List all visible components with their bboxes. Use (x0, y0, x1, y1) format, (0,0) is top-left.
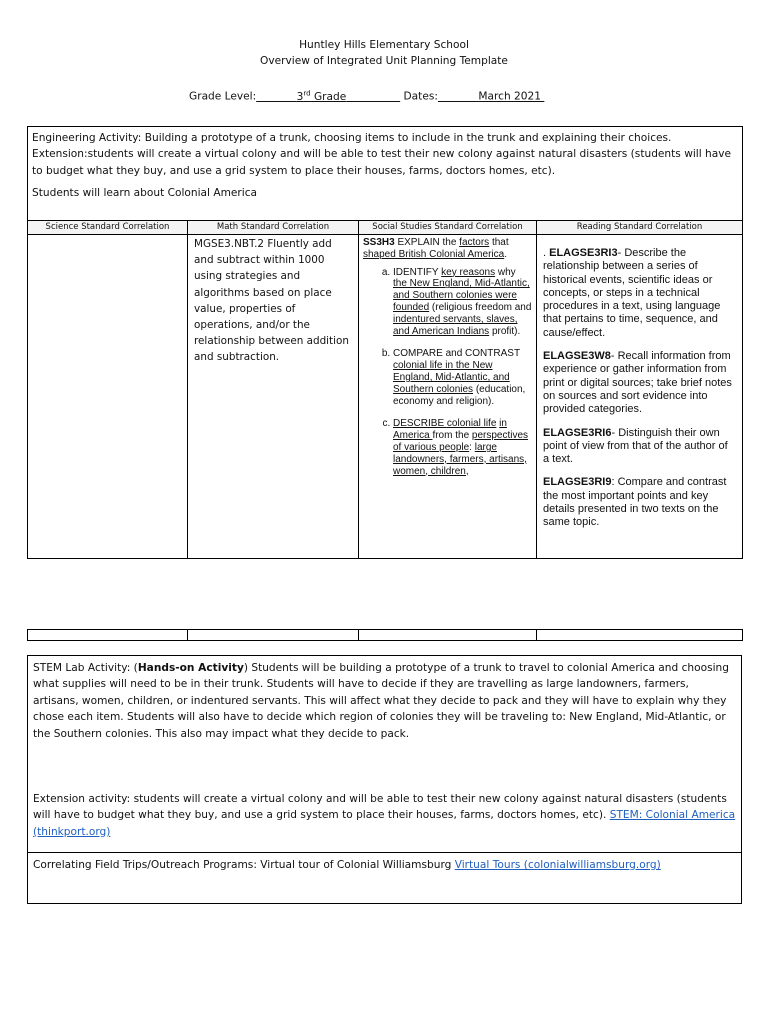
science-standard-cell (28, 235, 188, 559)
activity-table (27, 655, 742, 904)
empty-row-table (27, 629, 743, 641)
reading-standard-ri9: ELAGSE3RI9: Compare and contrast the most important points and key details presented in two texts on the same topic. (543, 476, 727, 529)
learning-topic: Students will learn about Colonial America (32, 187, 258, 200)
engineering-activity-cell (28, 127, 743, 221)
engineering-activity: Engineering Activity: Building a prototype of a trunk, choosing items to include in the trunk and explaining their choices. (32, 132, 672, 144)
social-studies-column-header: Social Studies Standard Correlation (359, 221, 537, 235)
template-title: Overview of Integrated Unit Planning Template (260, 55, 508, 67)
math-standard-cell (188, 235, 359, 559)
reading-standard-w8: ELAGSE3W8- Recall information from experience or gather information from print or digital sources; take brief notes on sources and sort evidence into provided categories. (543, 350, 732, 416)
science-column-header: Science Standard Correlation (28, 221, 188, 235)
social-studies-standard-cell (359, 235, 537, 559)
dates-value: March 2021 (478, 90, 541, 103)
ss-standard-intro: SS3H3 EXPLAIN the factors that shaped British Colonial America. (363, 237, 509, 260)
empty-cell (537, 630, 743, 641)
empty-cell (188, 630, 359, 641)
engineering-extension: Extension:students will create a virtual colony and will be able to test their new colony against natural disasters (students will have to budget what they buy, and use a grid system to place their houses, farms, doctors homes, etc). (32, 148, 732, 177)
stem-lab-activity: STEM Lab Activity: (Hands-on Activity) Students will be building a prototype of a trunk to travel to colonial America and choosing what supplies will need to be in their trunk. Students will have to decide if they are travelling as large landowners, farmers, artisans, women, children, or indentured servants. This will affect what they decide to pack and they will have to explain why they chose each item. Students will also have to decide which region of colonies they will be traveling to: New England, Mid-Atlantic, or the Southern colonies. This also may impact what they decide to pack. (33, 662, 729, 740)
dates-label: Dates: (403, 90, 438, 103)
ss-element-a: a. IDENTIFY key reasons why the New England, Mid-Atlantic, and Southern colonies were founded (religious freedom and indentured servants, slaves, and American Indians profit). (393, 267, 532, 338)
grade-value: 3rd Grade (296, 89, 347, 103)
reading-standard-ri6: ELAGSE3RI6- Distinguish their own point of view from that of the author of a text. (543, 426, 728, 466)
reading-column-header: Reading Standard Correlation (537, 221, 743, 235)
school-name: Huntley Hills Elementary School (299, 39, 469, 51)
math-column-header: Math Standard Correlation (188, 221, 359, 235)
grade-label: Grade Level: (189, 90, 257, 103)
ss-element-c: c. DESCRIBE colonial life in America from the perspectives of various people: large landowners, farmers, artisans, women, children, (393, 418, 532, 477)
grade-dates-line (189, 85, 544, 105)
stem-extension: Extension activity: students will create a virtual colony and will be able to test their new colony against natural disasters (students will have to budget what they buy, and use a grid system to place their houses, farms, doctors homes, etc). STEM: Colonial America (thinkport.org) (33, 793, 736, 838)
stem-lab-cell (28, 656, 742, 853)
thinkport-link[interactable]: STEM: Colonial America (thinkport.org) (33, 809, 736, 838)
empty-cell (28, 630, 188, 641)
reading-standard-ri3: . ELAGSE3RI3- Describe the relationship between a series of historical events, scientific ideas or concepts, or steps in a technical procedures in a text, using language that pertains to time, sequence, and cause/effect. (543, 247, 721, 339)
ss-element-b: b. COMPARE and CONTRAST colonial life in the New England, Mid-Atlantic, and Southern colonies (education, economy and religion). (393, 348, 532, 407)
ss-element-list (363, 267, 532, 478)
colonial-williamsburg-link[interactable]: Virtual Tours (colonialwilliamsburg.org) (454, 859, 661, 871)
reading-standard-cell (537, 235, 743, 559)
math-standard-text: MGSE3.NBT.2 Fluently add and subtract within 1000 using strategies and algorithms based on place value, properties of operations, and/or the relationship between addition and subtraction. (194, 238, 349, 364)
empty-cell (359, 630, 537, 641)
field-trips-cell: Correlating Field Trips/Outreach Programs: Virtual tour of Colonial Williamsburg Virtual Tours (colonialwilliamsburg.org) (28, 853, 742, 904)
standards-table (27, 126, 743, 559)
